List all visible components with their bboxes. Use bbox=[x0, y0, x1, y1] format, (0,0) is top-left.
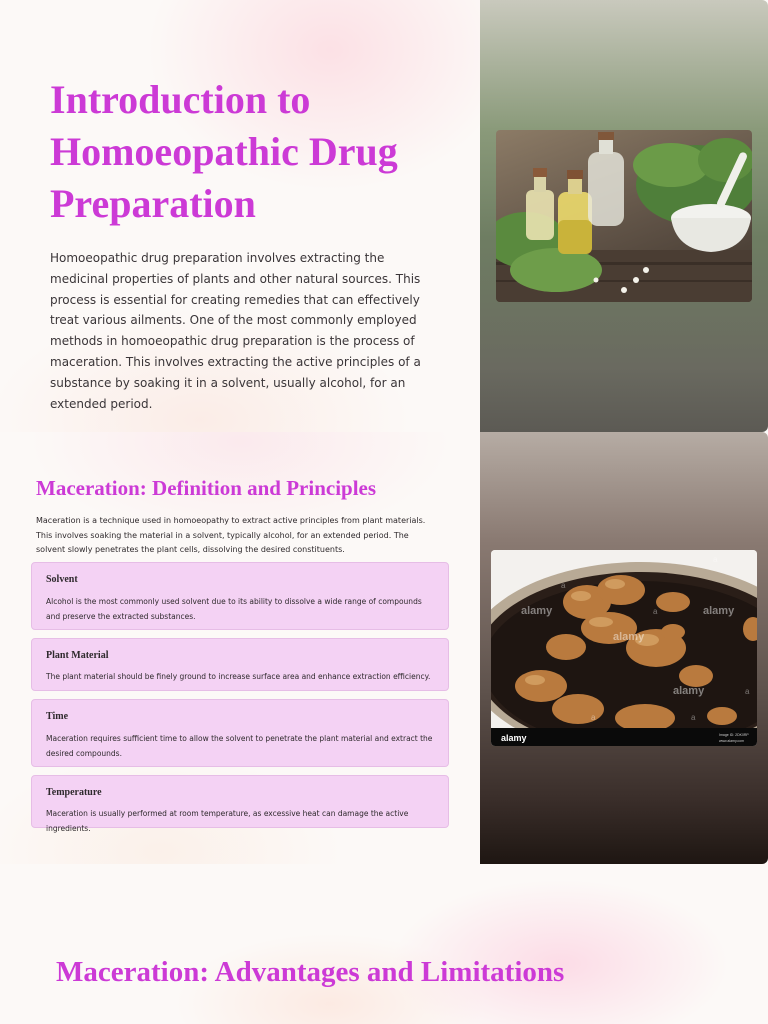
card-time bbox=[31, 699, 449, 767]
footer-url: www.alamy.com bbox=[719, 739, 745, 743]
slide-title: Maceration: Advantages and Limitations bbox=[56, 956, 565, 988]
watermark-text: alamy bbox=[673, 685, 705, 697]
herbal-oils-photo bbox=[496, 130, 752, 302]
image-panel bbox=[480, 432, 768, 864]
card-text: Maceration requires sufficient time to allow the solvent to penetrate the plant material and extract the desired compounds. bbox=[46, 734, 433, 758]
watermark-mark: a bbox=[713, 555, 718, 564]
slide-title: Introduction to Homoeopathic Drug Preparation bbox=[50, 77, 398, 226]
card-text: Maceration is usually performed at room temperature, as excessive heat can damage the active ingredients. bbox=[46, 809, 409, 833]
card-text: The plant material should be finely ground to increase surface area and enhance extraction efficiency. bbox=[46, 672, 431, 681]
watermark-mark: a bbox=[653, 607, 658, 616]
soaking-eggs-illustration bbox=[491, 550, 757, 746]
slide-introduction bbox=[0, 0, 768, 432]
card-title: Time bbox=[46, 711, 69, 722]
card-text: Alcohol is the most commonly used solvent due to its ability to dissolve a wide range of compounds and preserve the extracted substances. bbox=[46, 597, 422, 621]
slide-advantages-limitations bbox=[0, 864, 768, 1024]
card-title: Temperature bbox=[46, 787, 102, 798]
slide-intro-text: Maceration is a technique used in homoeopathy to extract active principles from plant materials. This involves soaking the material in a solvent, typically alcohol, for an extended period. The solvent slowly penetrates the plant cells, dissolving the desired constituents. bbox=[36, 516, 426, 554]
card-temperature bbox=[31, 775, 449, 833]
image-panel bbox=[480, 0, 768, 432]
card-solvent bbox=[31, 562, 449, 630]
herbal-oils-illustration bbox=[496, 130, 752, 302]
card-plant-material bbox=[31, 638, 449, 691]
watermark-mark: a bbox=[591, 713, 596, 722]
card-title: Plant Material bbox=[46, 650, 109, 661]
watermark-mark: a bbox=[561, 581, 566, 590]
watermark-mark: a bbox=[745, 687, 750, 696]
card-title: Solvent bbox=[46, 574, 78, 585]
watermark-text: alamy bbox=[703, 605, 735, 617]
slide-title: Maceration: Definition and Principles bbox=[36, 476, 377, 500]
footer-logo: alamy bbox=[501, 733, 527, 743]
watermark-text: alamy bbox=[521, 605, 553, 617]
slide-body-text: Homoeopathic drug preparation involves extracting the medicinal properties of plants and other natural sources. This process is essential for creating remedies that can effectively treat various ailments. One of the most commonly employed methods in homoeopathic drug preparation is the process of maceration. This involves extracting the active principles of a substance by soaking it in a solvent, usually alcohol, for an extended period. bbox=[50, 251, 421, 411]
watermark-text: alamy bbox=[613, 631, 645, 643]
footer-image-id: Image ID: 2DK0RP bbox=[719, 733, 749, 737]
slide-maceration-definition bbox=[0, 432, 768, 864]
watermark-mark: a bbox=[691, 713, 696, 722]
maceration-photo bbox=[491, 550, 757, 746]
